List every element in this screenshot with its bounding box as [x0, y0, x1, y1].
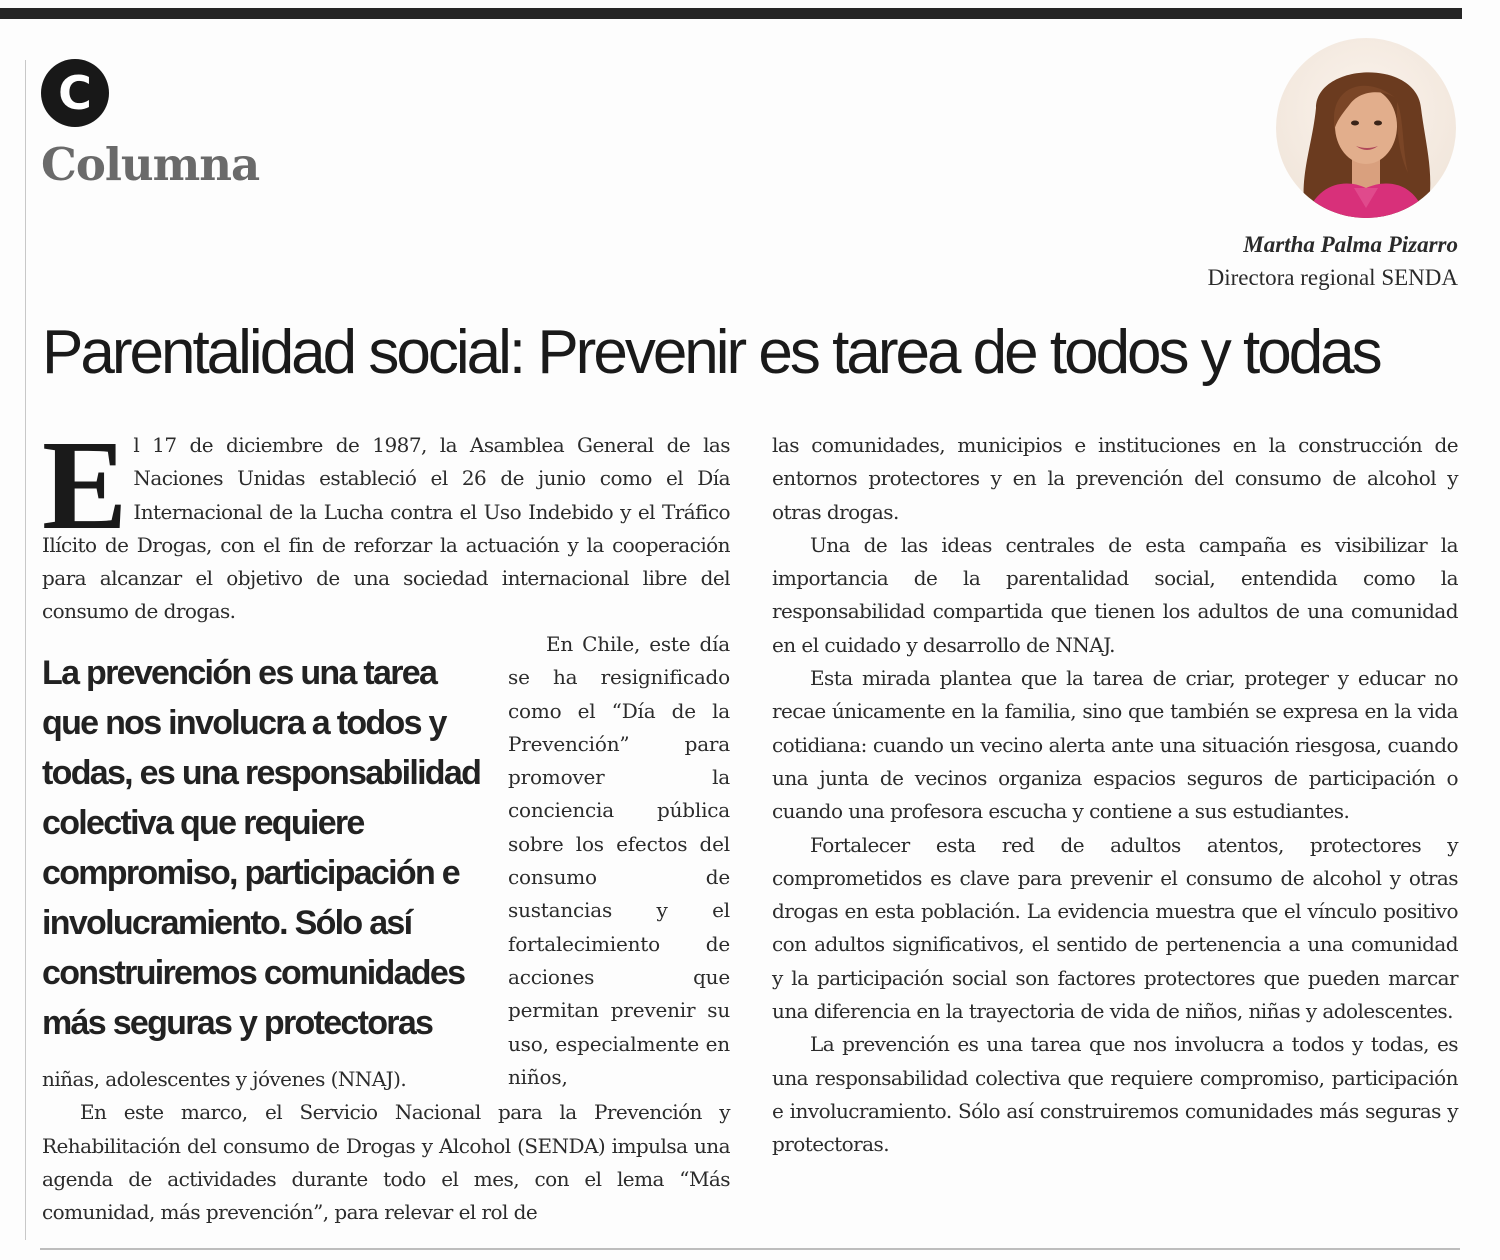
- paragraph-1: l 17 de diciembre de 1987, la Asamblea General de las Naciones Unidas estableció el 26 de junio como el Día Internacional de la Lucha contra el Uso Indebido y el Tráfico Ilícito de Drogas, con el fin de reforzar la actuación y la cooperación para alcanzar el objetivo de una sociedad internacional libre del consumo de drogas.: [42, 433, 730, 624]
- column-narrow: [508, 628, 730, 1094]
- column-badge: C: [41, 59, 109, 127]
- left-margin-rule: [25, 60, 26, 1240]
- paragraph-7: La prevención es una tarea que nos involucra a todos y todas, es una responsabilidad colectiva que requiere compromiso, participación e involucramiento. Sólo así construiremos comunidades más seguras y protectoras.: [772, 1032, 1458, 1157]
- paragraph-3-continued: las comunidades, municipios e instituciones en la construcción de entornos protectores y en la prevención del consumo de alcohol y otras drogas.: [772, 433, 1458, 524]
- column-left-bottom: [42, 1063, 730, 1229]
- paragraph-3: En este marco, el Servicio Nacional para la Prevención y Rehabilitación del consumo de Drogas y Alcohol (SENDA) impulsa una agenda de actividades durante todo el mes, con el lema “Más comunidad, más prevención”, para relevar el rol de: [42, 1100, 730, 1225]
- author-role: Directora regional SENDA: [1207, 265, 1458, 290]
- paragraph-6: Fortalecer esta red de adultos atentos, protectores y comprometidos es clave para prevenir el consumo de alcohol y otras drogas en esta población. La evidencia muestra que el vínculo positivo con adultos significativos, el sentido de pertenencia a una comunidad y la participación social son factores protectores que pueden marcar una diferencia en la trayectoria de vida de niños, niñas y adolescentes.: [772, 832, 1458, 1024]
- drop-cap: E: [42, 414, 128, 556]
- top-rule: [0, 8, 1462, 19]
- author-photo: [1276, 38, 1456, 218]
- pull-quote: La prevención es una tarea que nos involucra a todos y todas, es una responsabilidad colectiva que requiere compromiso, participación e involucramiento. Sólo así construiremos comunidades más seguras y protectoras: [42, 654, 481, 1042]
- author-name: Martha Palma Pizarro: [1243, 232, 1458, 257]
- column-right: [772, 429, 1458, 1162]
- paragraph-2: En Chile, este día se ha resignificado como el “Día de la Prevención” para promover la conciencia pública sobre los efectos del consumo de sustancias y el fortalecimiento de acciones que permitan prevenir su uso, especialmente en niños,: [508, 632, 730, 1089]
- bottom-rule: [40, 1248, 1460, 1250]
- paragraph-2-continued: niñas, adolescentes y jóvenes (NNAJ).: [42, 1067, 407, 1091]
- paragraph-5: Esta mirada plantea que la tarea de criar, proteger y educar no recae únicamente en la familia, sino que también se expresa en la vida cotidiana: cuando un vecino alerta ante una situación riesgosa, cuando una junta de vecinos organiza espacios seguros de participación o cuando una profesora escucha y contiene a sus estudiantes.: [772, 666, 1458, 824]
- column-left-top: [42, 414, 730, 629]
- headline: Parentalidad social: Prevenir es tarea de todos y todas: [42, 318, 1380, 387]
- section-label: Columna: [41, 138, 260, 191]
- paragraph-4: Una de las ideas centrales de esta campaña es visibilizar la importancia de la parentalidad social, entendida como la responsabilidad compartida que tienen los adultos de una comunidad en el cuidado y desarrollo de NNAJ.: [772, 532, 1458, 657]
